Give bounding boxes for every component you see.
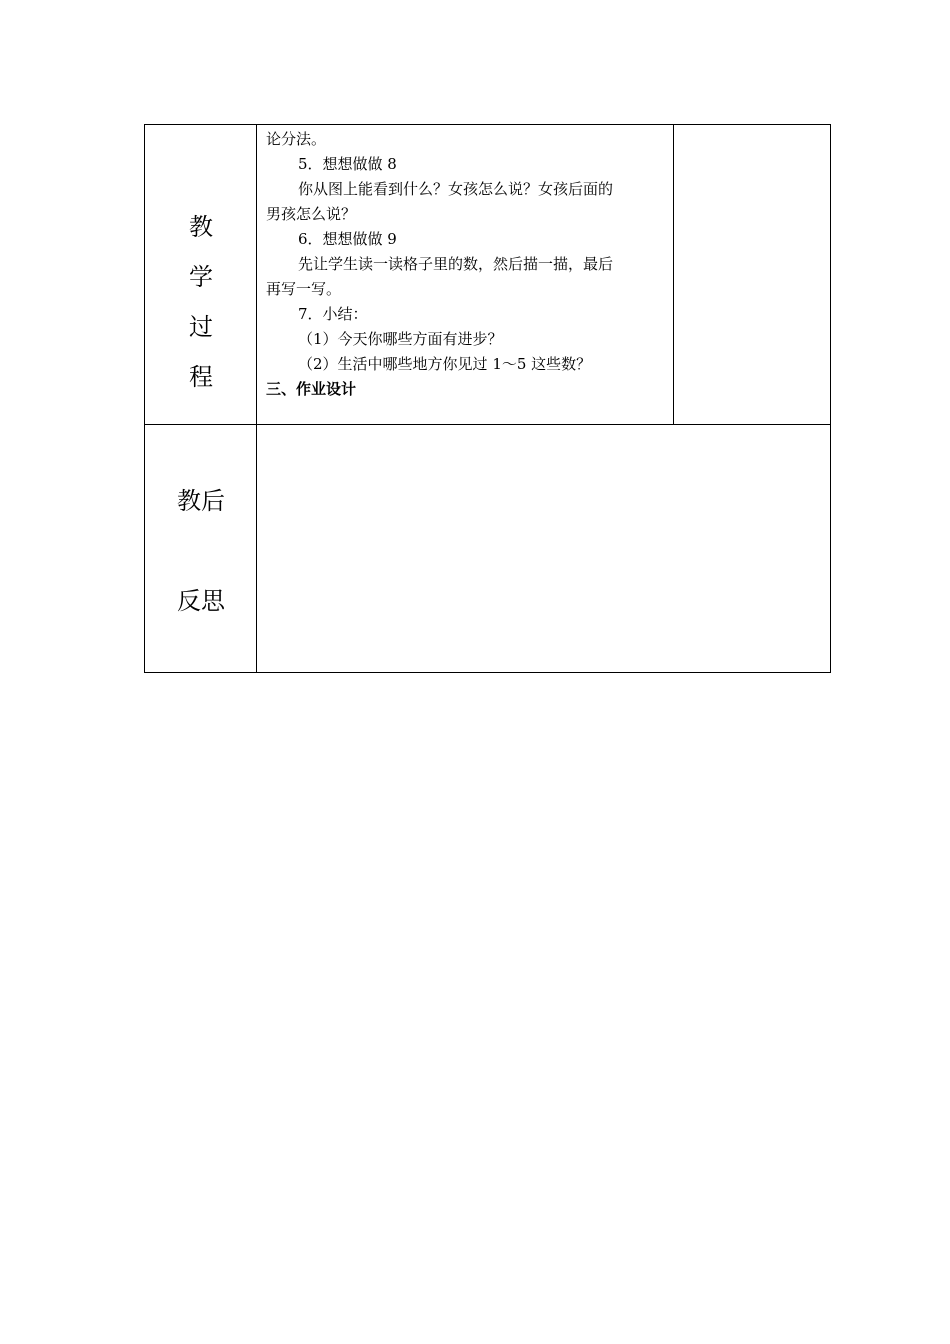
text-line: 你从图上能看到什么？女孩怎么说？女孩后面的 bbox=[298, 180, 614, 198]
text-line: 先让学生读一读格子里的数，然后描一描，最后 bbox=[298, 255, 614, 273]
remark-cell bbox=[674, 125, 830, 425]
process-label-char: 教 bbox=[189, 213, 213, 241]
section-heading: 三、作业设计 bbox=[266, 380, 357, 398]
text-line: 论分法。 bbox=[266, 130, 327, 148]
reflection-label-cell bbox=[145, 425, 257, 672]
text-line: 男孩怎么说？ bbox=[266, 205, 357, 223]
reflection-content-cell bbox=[257, 425, 830, 672]
text-line: 再写一写。 bbox=[266, 280, 342, 298]
reflection-label-line: 反思 bbox=[177, 587, 225, 615]
process-label-char: 学 bbox=[189, 263, 213, 291]
process-text bbox=[266, 127, 666, 402]
text-line: （1）今天你哪些方面有进步？ bbox=[298, 330, 503, 348]
process-content-cell bbox=[257, 125, 674, 425]
text-line: 5．想想做做 8 bbox=[298, 155, 397, 173]
lesson-plan-table bbox=[144, 124, 831, 673]
process-label-char: 程 bbox=[189, 363, 213, 391]
text-line: （2）生活中哪些地方你见过 1～5 这些数？ bbox=[298, 355, 592, 373]
text-line: 6．想想做做 9 bbox=[298, 230, 397, 248]
reflection-label-line: 教后 bbox=[177, 487, 225, 515]
text-line: 7．小结： bbox=[298, 305, 368, 323]
process-label-char: 过 bbox=[189, 313, 213, 341]
process-label-cell bbox=[145, 125, 257, 425]
